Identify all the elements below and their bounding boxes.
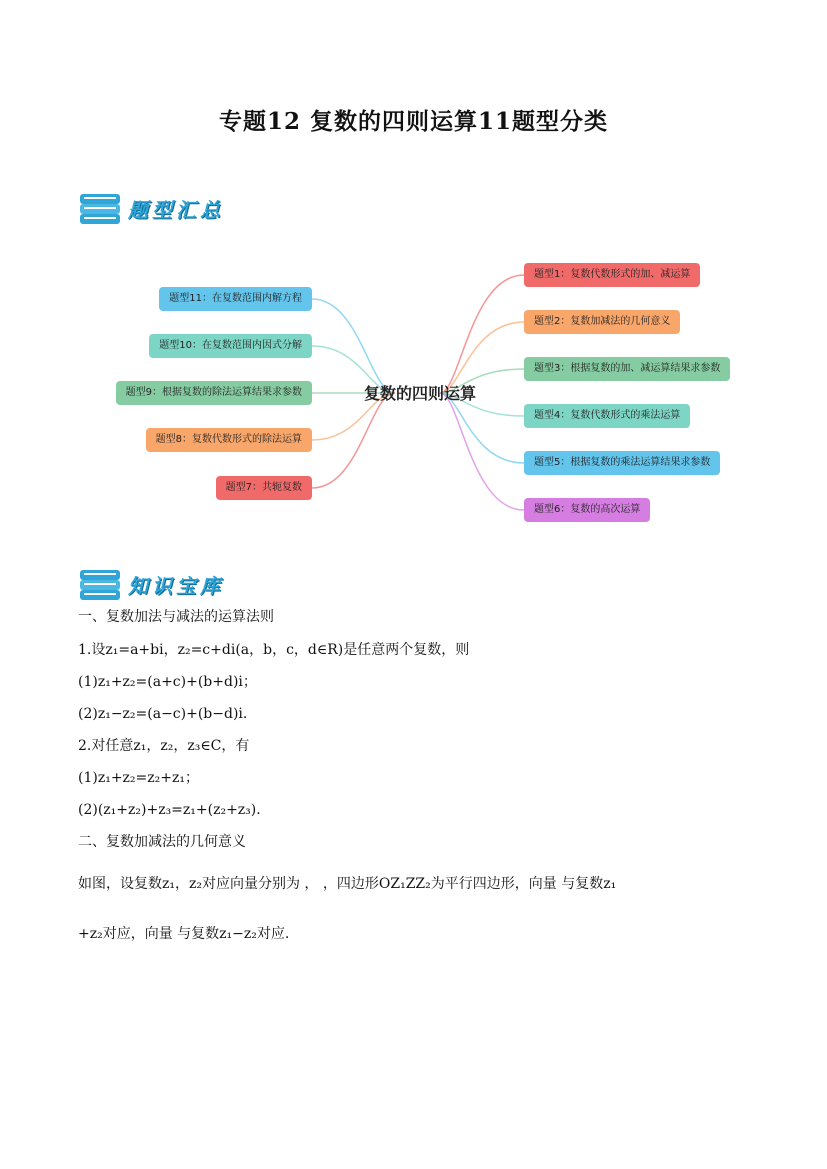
mindmap-node-11: 题型11：在复数范围内解方程	[159, 287, 312, 311]
mindmap-node-6: 题型6：复数的高次运算	[524, 498, 650, 522]
books-icon	[78, 192, 122, 228]
section-title-summary: 题型汇总	[128, 198, 224, 222]
mindmap-node-8: 题型8：复数代数形式的除法运算	[146, 428, 312, 452]
property-commutative: (1)z₁+z₂=z₂+z₁；	[78, 770, 199, 786]
mindmap-node-3: 题型3：根据复数的加、减运算结果求参数	[524, 357, 730, 381]
mindmap-node-10: 题型10：在复数范围内因式分解	[149, 334, 312, 358]
geometric-paragraph-line-1: 如图，设复数z₁，z₂对应向量分别为 ， ，四边形OZ₁ZZ₂为平行四边形，向量 与复数z₁	[78, 876, 617, 892]
heading-add-sub-rules: 一、复数加法与减法的运算法则	[78, 609, 274, 625]
mindmap-node-9: 题型9：根据复数的除法运算结果求参数	[116, 381, 312, 405]
mindmap-node-1: 题型1：复数代数形式的加、减运算	[524, 263, 700, 287]
mindmap-node-4: 题型4：复数代数形式的乘法运算	[524, 404, 690, 428]
mindmap-node-2: 题型2：复数加减法的几何意义	[524, 310, 680, 334]
mindmap-node-7: 题型7：共轭复数	[216, 476, 312, 500]
section-title-knowledge: 知识宝库	[128, 574, 224, 598]
property-associative: (2)(z₁+z₂)+z₃=z₁+(z₂+z₃).	[78, 802, 261, 818]
rule-addition: (1)z₁+z₂=(a+c)+(b+d)i；	[78, 674, 257, 690]
rule-subtraction: (2)z₁−z₂=(a−c)+(b−d)i.	[78, 706, 248, 722]
rule-definition: 1.设z₁=a+bi，z₂=c+di(a，b，c，d∈R)是任意两个复数，则	[78, 642, 470, 658]
page-title: 专题12 复数的四则运算11题型分类	[218, 108, 609, 135]
property-intro: 2.对任意z₁，z₂，z₃∈C，有	[78, 738, 250, 754]
mindmap-center: 复数的四则运算	[363, 384, 476, 403]
heading-geometric-meaning: 二、复数加减法的几何意义	[78, 834, 246, 850]
connector-left-7	[312, 393, 395, 488]
geometric-paragraph-line-2: +z₂对应，向量 与复数z₁−z₂对应.	[78, 926, 290, 942]
connector-left-11	[312, 299, 395, 393]
mindmap-node-5: 题型5：根据复数的乘法运算结果求参数	[524, 451, 720, 475]
books-icon	[78, 568, 122, 604]
